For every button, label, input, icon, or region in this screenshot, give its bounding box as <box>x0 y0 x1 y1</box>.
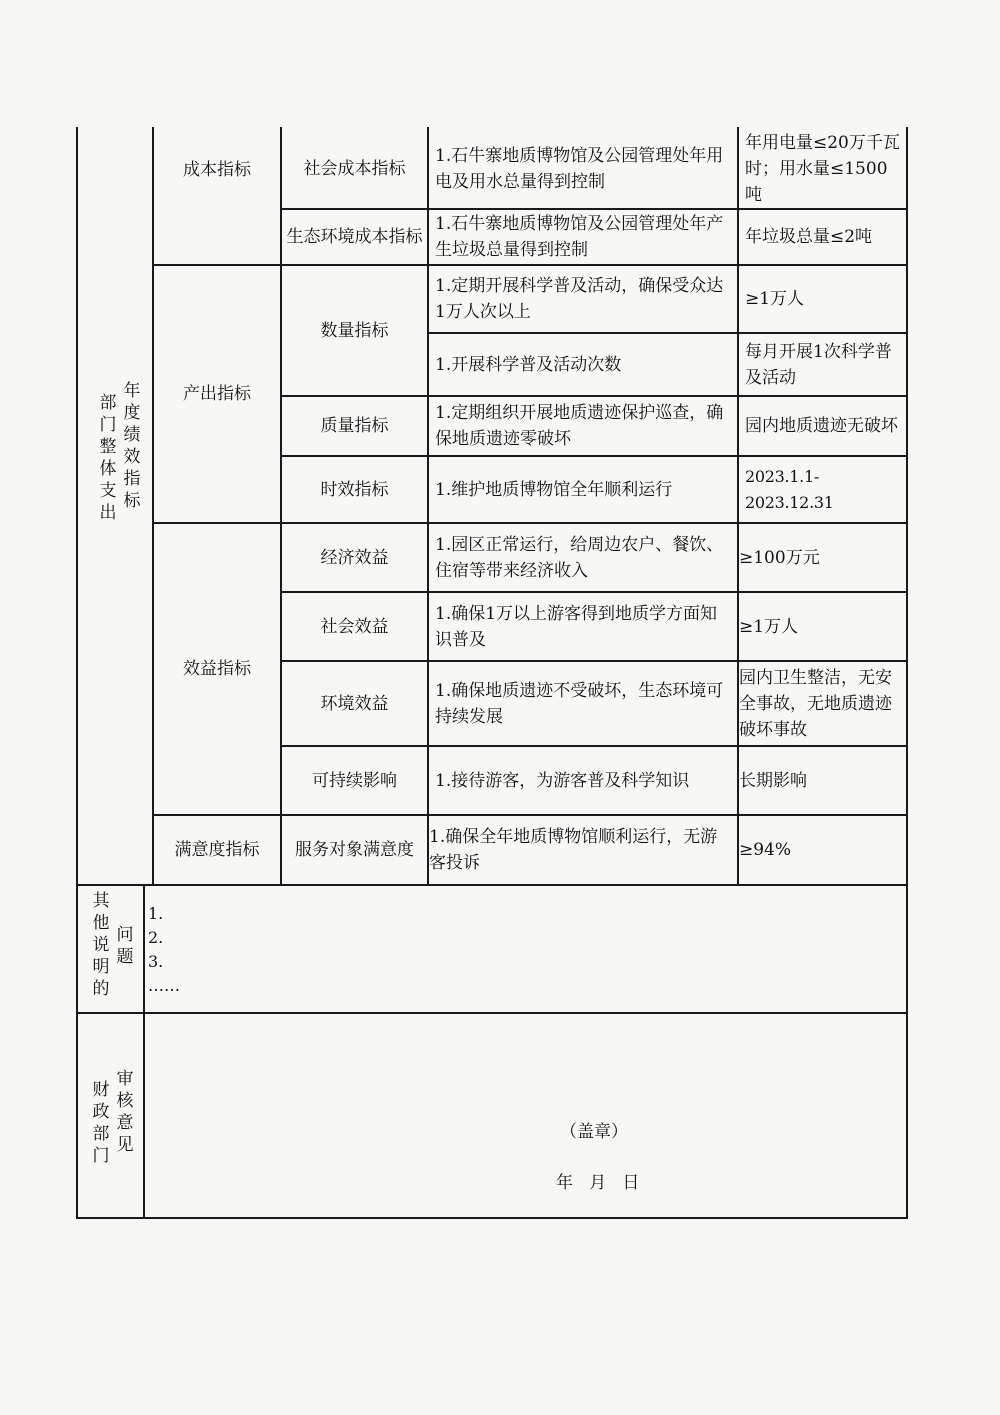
target-social-cost: 年用电量≤20万千瓦时；用水量≤1500吨 <box>745 132 900 205</box>
target-quality: 园内地质遗迹无破坏 <box>745 416 898 436</box>
target-timeliness: 2023.1.1-2023.12.31 <box>745 466 834 512</box>
level2-satisfaction: 服务对象满意度 <box>295 840 414 860</box>
section-right-char-1: 年 <box>123 381 141 401</box>
finance-right-char-2: 核 <box>116 1091 134 1111</box>
content-social: 1.确保1万以上游客得到地质学方面知识普及 <box>435 603 718 650</box>
content-quantity-1: 1.定期开展科学普及活动，确保受众达1万人次以上 <box>435 276 724 322</box>
hline-bottom <box>76 1217 908 1219</box>
other-item-4: …… <box>148 976 180 995</box>
level1-satisfaction: 满意度指标 <box>174 840 260 860</box>
other-left-char-5: 的 <box>92 979 110 999</box>
content-quality: 1.定期组织开展地质遗迹保护巡查，确保地质遗迹零破坏 <box>435 403 724 449</box>
finance-right-char-4: 见 <box>116 1135 134 1155</box>
section-left-char-4: 体 <box>99 459 117 479</box>
other-label-left <box>90 890 112 1000</box>
target-quantity-2: 每月开展1次科学普及活动 <box>745 341 892 388</box>
finance-left-char-3: 部 <box>92 1124 110 1144</box>
content-social-cost: 1.石牛寨地质博物馆及公园管理处年用电及用水总量得到控制 <box>435 145 724 192</box>
other-item-3: 3. <box>148 952 164 971</box>
section-right-char-6: 标 <box>123 491 141 511</box>
content-environment: 1.确保地质遗迹不受破坏，生态环境可持续发展 <box>435 680 724 727</box>
other-item-2: 2. <box>148 928 164 947</box>
content-eco-cost: 1.石牛寨地质博物馆及公园管理处年产生垃圾总量得到控制 <box>435 214 724 260</box>
finance-label-left <box>90 1079 112 1167</box>
finance-date: 年 月 日 <box>556 1173 640 1193</box>
level2-timeliness: 时效指标 <box>320 479 389 500</box>
other-right-char-2: 题 <box>116 947 134 967</box>
section-label-left <box>97 392 119 524</box>
other-left-char-3: 说 <box>92 935 110 955</box>
content-satisfaction: 1.确保全年地质博物馆顺利运行，无游客投诉 <box>429 827 718 873</box>
target-environment: 园内卫生整洁，无安全事故，无地质遗迹破坏事故 <box>739 667 892 740</box>
level2-social: 社会效益 <box>320 616 389 637</box>
other-left-char-4: 明 <box>92 957 110 977</box>
border-right <box>906 127 908 1219</box>
other-label <box>84 890 140 1008</box>
target-social: ≥1万人 <box>739 616 799 637</box>
section-label <box>97 380 147 523</box>
other-item-1: 1. <box>148 904 164 923</box>
target-quantity-1: ≥1万人 <box>745 289 805 309</box>
section-right-char-2: 度 <box>123 403 141 423</box>
level2-sustainable: 可持续影响 <box>312 770 397 791</box>
section-right-char-4: 效 <box>123 447 141 467</box>
content-quantity-2: 1.开展科学普及活动次数 <box>435 354 622 375</box>
section-left-char-6: 出 <box>99 503 117 523</box>
level1-cost: 成本指标 <box>183 160 251 180</box>
level2-eco-cost: 生态环境成本指标 <box>286 227 423 247</box>
target-economic: ≥100万元 <box>739 547 820 568</box>
content-timeliness: 1.维护地质博物馆全年顺利运行 <box>435 479 673 500</box>
section-left-char-1: 部 <box>99 393 117 413</box>
other-label-right <box>114 924 136 968</box>
target-eco-cost: 年垃圾总量≤2吨 <box>745 227 873 247</box>
level2-quantity: 数量指标 <box>320 320 389 341</box>
section-left-char-2: 门 <box>99 415 117 435</box>
section-left-char-3: 整 <box>99 437 117 457</box>
section-left-char-5: 支 <box>99 481 117 501</box>
content-sustainable: 1.接待游客，为游客普及科学知识 <box>435 770 690 791</box>
level1-output: 产出指标 <box>183 384 251 404</box>
other-left-char-2: 他 <box>92 913 110 933</box>
finance-left-char-2: 政 <box>92 1102 110 1122</box>
other-left-char-1: 其 <box>92 891 110 911</box>
target-satisfaction: ≥94% <box>739 840 792 860</box>
finance-label <box>84 1068 140 1178</box>
hline-12 <box>76 1012 908 1014</box>
finance-right-char-1: 审 <box>116 1069 134 1089</box>
section-right-char-5: 指 <box>123 469 141 489</box>
level2-quality: 质量指标 <box>320 416 389 436</box>
level1-benefit: 效益指标 <box>183 659 251 679</box>
other-items <box>148 902 348 998</box>
target-sustainable: 长期影响 <box>739 770 807 791</box>
finance-seal: （盖章） <box>560 1122 628 1142</box>
level2-environment: 环境效益 <box>320 693 389 714</box>
level2-social-cost: 社会成本指标 <box>303 158 406 179</box>
finance-left-char-4: 门 <box>92 1146 110 1166</box>
finance-label-right <box>114 1068 136 1156</box>
border-left <box>76 127 78 1219</box>
divider-bottom-labels <box>143 884 145 1219</box>
hline-11 <box>76 884 908 886</box>
section-label-right <box>121 380 143 512</box>
content-economic: 1.园区正常运行，给周边农户、餐饮、住宿等带来经济收入 <box>435 534 724 581</box>
finance-right-char-3: 意 <box>116 1113 134 1133</box>
level2-economic: 经济效益 <box>320 547 389 568</box>
finance-left-char-1: 财 <box>92 1080 110 1100</box>
section-right-char-3: 绩 <box>123 425 141 445</box>
other-right-char-1: 问 <box>116 925 134 945</box>
